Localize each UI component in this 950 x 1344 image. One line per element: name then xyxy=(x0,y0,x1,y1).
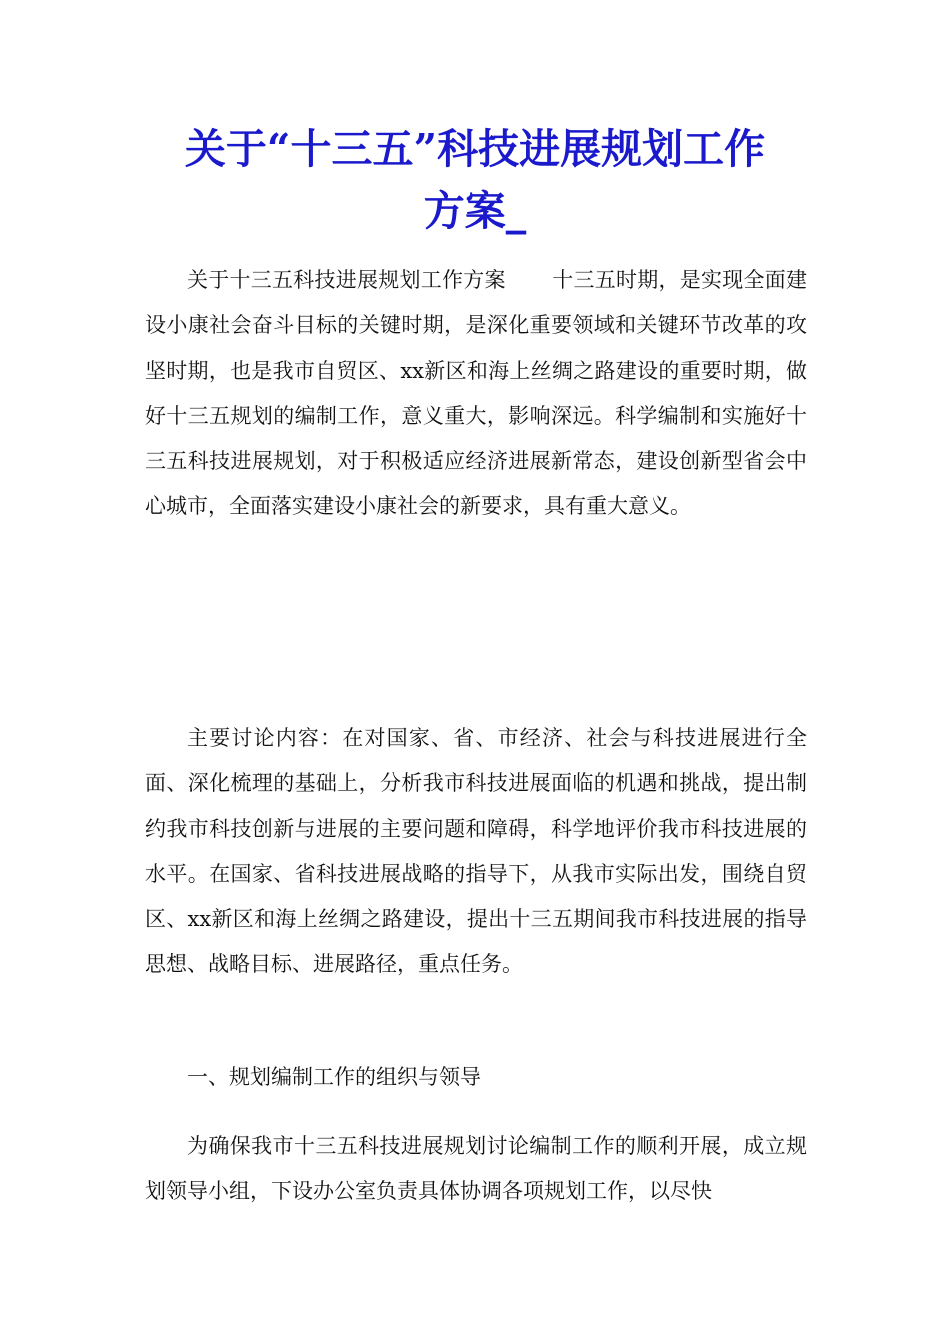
paragraph-organization: 为确保我市十三五科技进展规划讨论编制工作的顺利开展，成立规划领导小组，下设办公室负责具体协调各项规划工作，以尽快 xyxy=(145,1134,807,1204)
section-heading-organization: 一、规划编制工作的组织与领导 xyxy=(187,1065,481,1089)
document-title xyxy=(130,118,820,242)
intro-body: 十三五时期，是实现全面建设小康社会奋斗目标的关键时期，是深化重要领域和关键环节改革的攻坚时期，也是我市自贸区、xx新区和海上丝绸之路建设的重要时期，做好十三五规划的编制工作，意义重大，影响深远。科学编制和实施好十三五科技进展规划，对于积极适应经济进展新常态，建设创新型省会中心城市，全面落实建设小康社会的新要求，具有重大意义。 xyxy=(145,268,808,519)
title-line-1: 关于“十三五”科技进展规划工作 xyxy=(184,125,766,173)
intro-lead: 关于十三五科技进展规划工作方案 xyxy=(187,268,506,292)
title-line-2: 方案_ xyxy=(423,187,527,235)
paragraph-intro xyxy=(145,258,807,530)
paragraph-main-content: 主要讨论内容：在对国家、省、市经济、社会与科技进展进行全面、深化梳理的基础上，分析我市科技进展面临的机遇和挑战，提出制约我市科技创新与进展的主要问题和障碍，科学地评价我市科技进展的水平。在国家、省科技进展战略的指导下，从我市实际出发，围绕自贸区、xx新区和海上丝绸之路建设，提出十三五期间我市科技进展的指导思想、战略目标、进展路径，重点任务。 xyxy=(145,726,807,977)
